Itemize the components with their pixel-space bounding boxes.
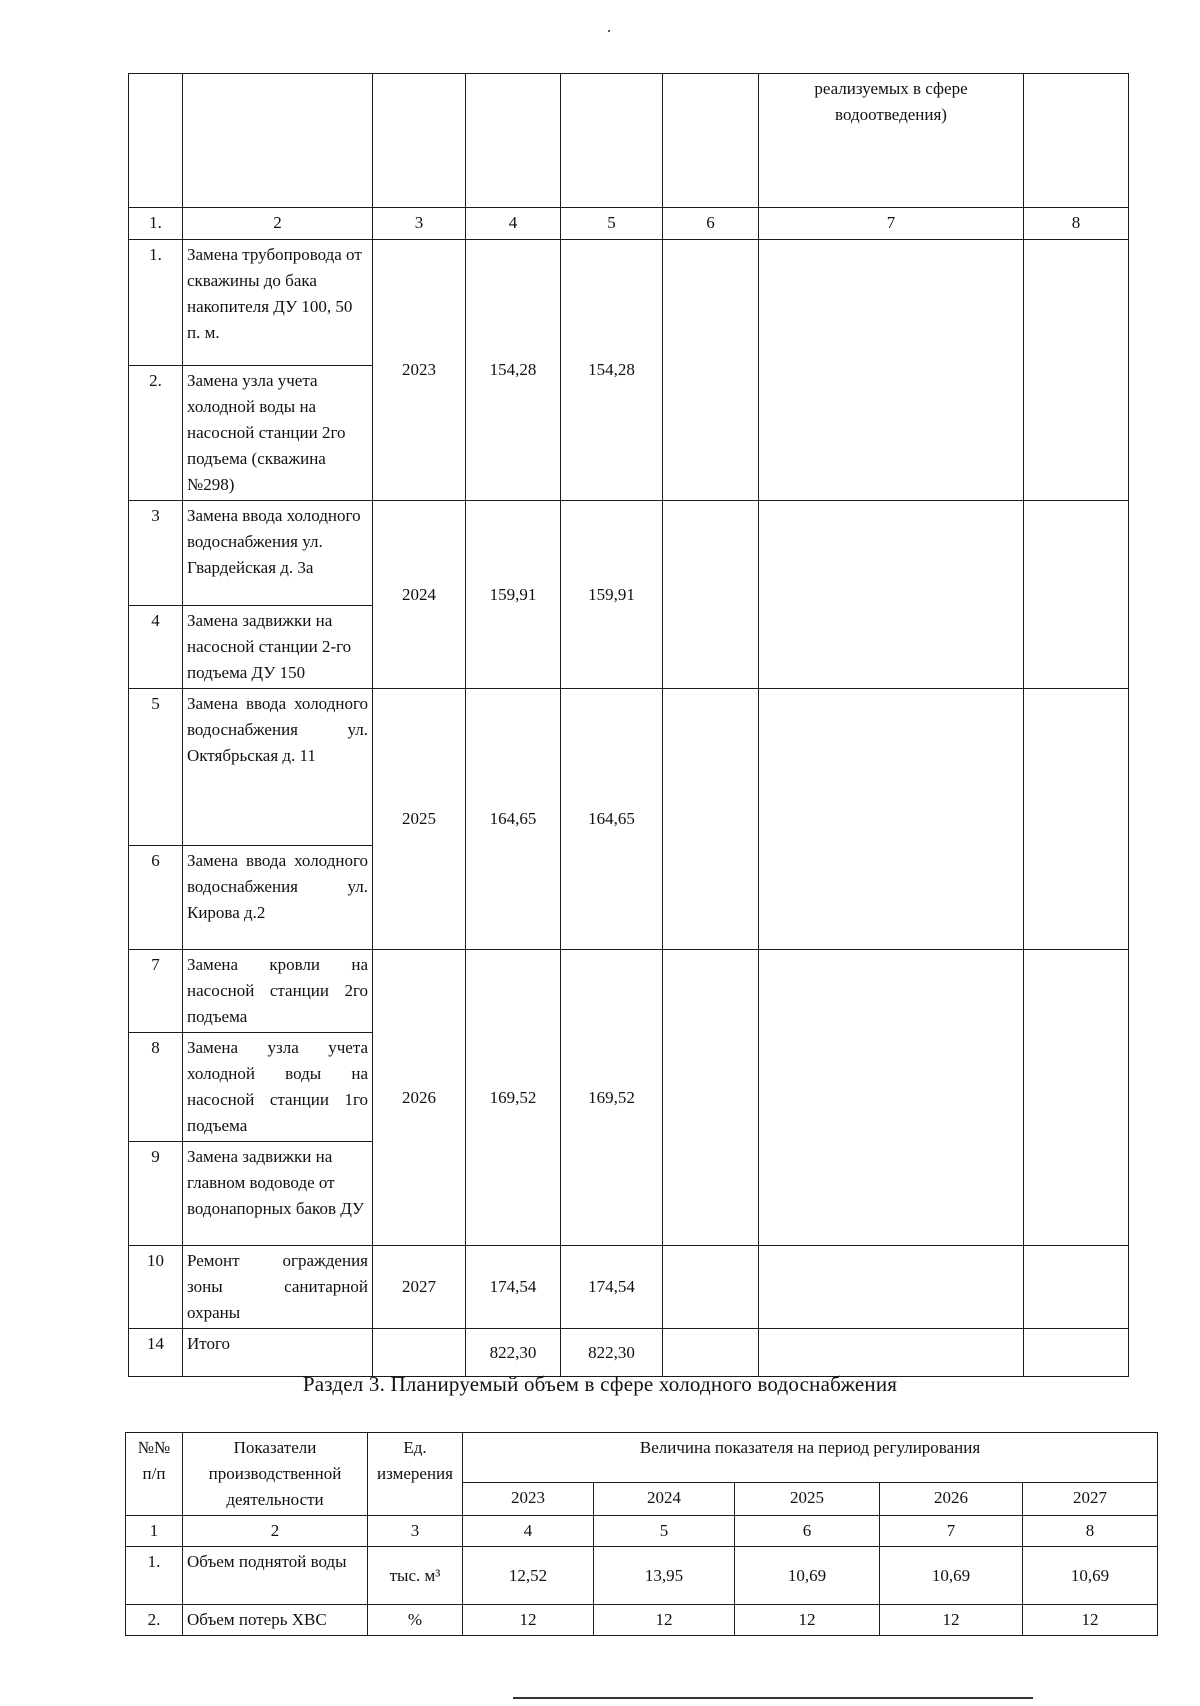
header-value-period: Величина показателя на период регулирования [463,1433,1158,1483]
row-number: 5 [129,689,183,846]
amount-col4: 174,54 [466,1246,561,1329]
row-number: 10 [129,1246,183,1329]
unit: тыс. м³ [368,1547,463,1605]
colnum-7: 7 [880,1516,1023,1547]
value-2025: 12 [735,1605,880,1636]
colnum-6: 6 [735,1516,880,1547]
value-2024: 13,95 [594,1547,735,1605]
amount-col5: 169,52 [561,950,663,1246]
colnum-4: 4 [466,208,561,240]
colnum-5: 5 [561,208,663,240]
row-number: 1. [129,240,183,366]
measure-description: Замена узла учета холодной воды на насосной станции 1го подъема [183,1033,373,1142]
table-row [129,950,1129,1033]
measure-description: Замена ввода холодного водоснабжения ул. Гвардейская д. 3а [183,501,373,606]
year-header: 2024 [594,1483,735,1516]
year-cell: 2027 [373,1246,466,1329]
table2-header-row [126,1433,1158,1483]
measure-description: Замена ввода холодного водоснабжения ул. Кирова д.2 [183,846,373,950]
value-2026: 12 [880,1605,1023,1636]
measure-description: Ремонт ограждения зоны санитарной охраны [183,1246,373,1329]
measure-description: Замена кровли на насосной станции 2го подъема [183,950,373,1033]
year-cell: 2024 [373,501,466,689]
row-number: 1. [126,1547,183,1605]
measure-description: Замена задвижки на насосной станции 2-го подъема ДУ 150 [183,606,373,689]
amount-col4: 164,65 [466,689,561,950]
page-bottom-rule [513,1697,1033,1699]
table-row [129,689,1129,846]
year-header: 2027 [1023,1483,1158,1516]
colnum-1: 1. [129,208,183,240]
table-row [126,1547,1158,1605]
total-row [129,1329,1129,1377]
measure-description: Замена ввода холодного водоснабжения ул. Октябрьская д. 11 [183,689,373,846]
colnum-6: 6 [663,208,759,240]
amount-col5: 154,28 [561,240,663,501]
table-row [126,1605,1158,1636]
header-continuation-row [129,74,1129,208]
table-row [129,501,1129,606]
column7-header-continuation: реализуемых в сфере водоотведения) [759,74,1024,208]
year-cell: 2023 [373,240,466,501]
total-col4: 822,30 [466,1329,561,1377]
colnum-2: 2 [183,1516,368,1547]
colnum-4: 4 [463,1516,594,1547]
value-2027: 10,69 [1023,1547,1158,1605]
colnum-5: 5 [594,1516,735,1547]
measure-description: Замена узла учета холодной воды на насосной станции 2го подъема (скважина №298) [183,366,373,501]
row-number: 2. [129,366,183,501]
amount-col4: 159,91 [466,501,561,689]
total-label: Итого [183,1329,373,1377]
row-number: 3 [129,501,183,606]
year-header: 2025 [735,1483,880,1516]
colnum-8: 8 [1023,1516,1158,1547]
colnum-1: 1 [126,1516,183,1547]
column-number-row [129,208,1129,240]
investment-measures-table [128,73,1129,1377]
planned-volume-table [125,1432,1158,1636]
colnum-7: 7 [759,208,1024,240]
amount-col4: 154,28 [466,240,561,501]
section3-title: Раздел 3. Планируемый объем в сфере холодного водоснабжения [302,1372,898,1396]
indicator-name: Объем поднятой воды [183,1547,368,1605]
value-2025: 10,69 [735,1547,880,1605]
table-row [129,240,1129,366]
header-row-number: №№ п/п [126,1433,183,1516]
year-cell: 2026 [373,950,466,1246]
row-number: 7 [129,950,183,1033]
measure-description: Замена задвижки на главном водоводе от водонапорных баков ДУ [183,1142,373,1246]
total-col5: 822,30 [561,1329,663,1377]
amount-col5: 159,91 [561,501,663,689]
row-number: 4 [129,606,183,689]
colnum-3: 3 [373,208,466,240]
row-number: 6 [129,846,183,950]
year-cell: 2025 [373,689,466,950]
amount-col5: 174,54 [561,1246,663,1329]
value-2027: 12 [1023,1605,1158,1636]
indicator-name: Объем потерь ХВС [183,1605,368,1636]
table2-column-number-row [126,1516,1158,1547]
colnum-3: 3 [368,1516,463,1547]
unit: % [368,1605,463,1636]
row-number: 9 [129,1142,183,1246]
value-2026: 10,69 [880,1547,1023,1605]
measure-description: Замена трубопровода от скважины до бака накопителя ДУ 100, 50 п. м. [183,240,373,366]
header-indicator: Показатели производственной деятельности [183,1433,368,1516]
value-2024: 12 [594,1605,735,1636]
header-unit: Ед. измерения [368,1433,463,1516]
year-header: 2023 [463,1483,594,1516]
colnum-2: 2 [183,208,373,240]
value-2023: 12 [463,1605,594,1636]
scan-speck [608,30,610,32]
colnum-8: 8 [1024,208,1129,240]
amount-col4: 169,52 [466,950,561,1246]
row-number: 2. [126,1605,183,1636]
row-number: 14 [129,1329,183,1377]
year-header: 2026 [880,1483,1023,1516]
row-number: 8 [129,1033,183,1142]
amount-col5: 164,65 [561,689,663,950]
table-row [129,1246,1129,1329]
value-2023: 12,52 [463,1547,594,1605]
